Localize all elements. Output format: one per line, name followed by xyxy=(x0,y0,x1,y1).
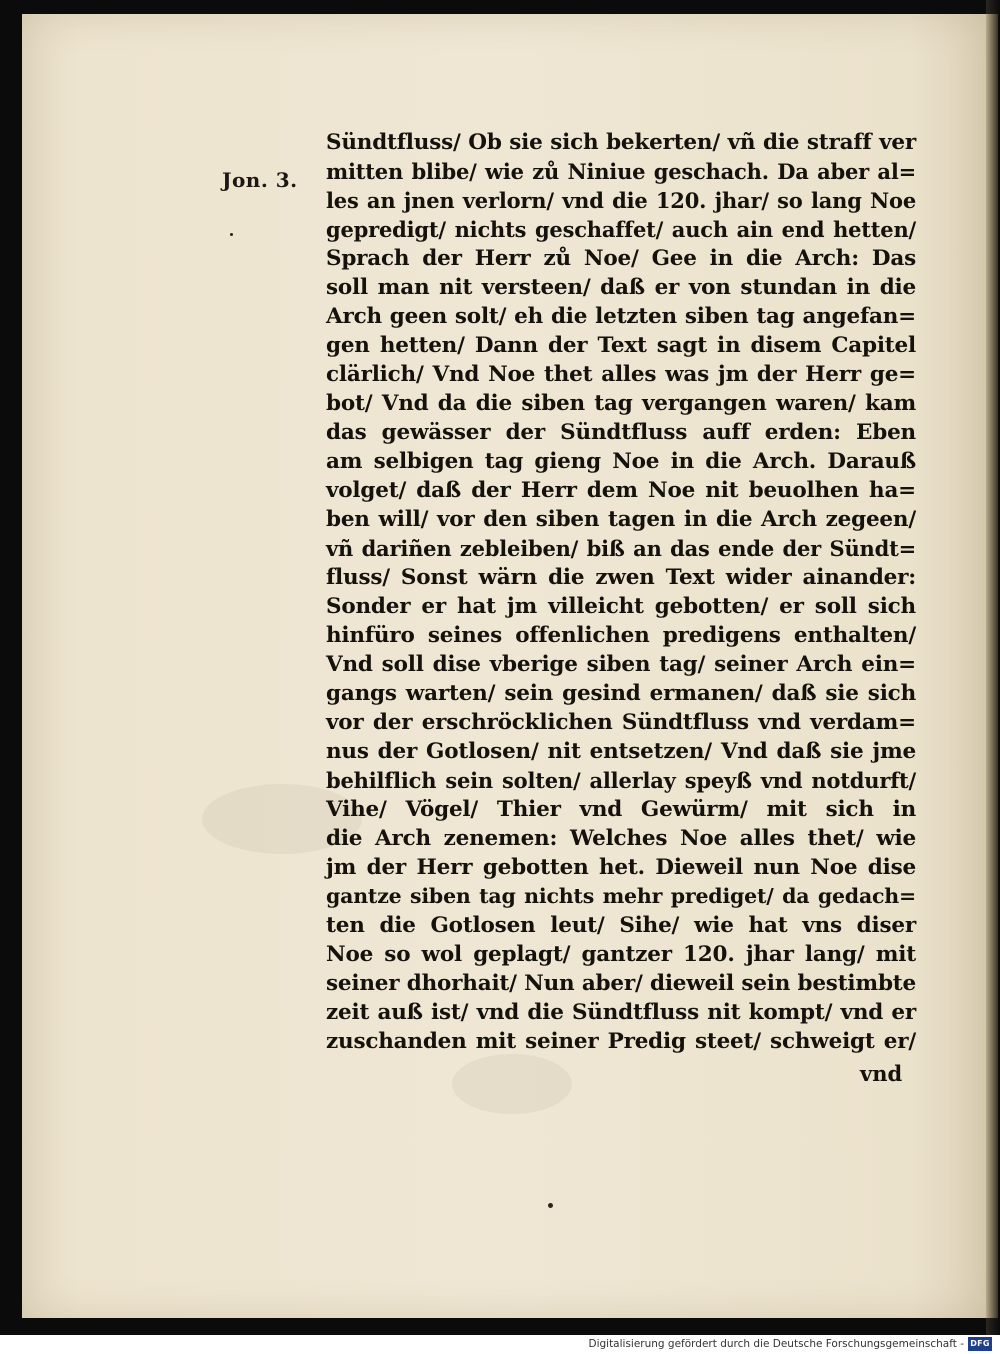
text-line: gantze siben tag nichts mehr prediget/ da gedach= xyxy=(326,884,916,908)
text-line: les an jnen verlorn/ vnd die 120. jhar/ so lang Noe xyxy=(326,188,916,213)
text-line: ten die Gotlosen leut/ Sihe/ wie hat vns diser xyxy=(326,913,916,938)
text-line: jm der Herr gebotten het. Dieweil nun Noe dise xyxy=(326,855,916,880)
text-line: Sündtfluss/ Ob sie sich bekerten/ vñ die straff ver xyxy=(326,130,916,155)
catchword: vnd xyxy=(860,1061,903,1086)
text-line: Vihe/ Vögel/ Thier vnd Gewürm/ mit sich in xyxy=(326,797,916,822)
text-line: gepredigt/ nichts geschaffet/ auch ain end hetten/ xyxy=(326,217,916,242)
text-line: seiner dhorhait/ Nun aber/ dieweil sein bestimbte xyxy=(326,971,916,996)
text-line: vor der erschröcklichen Sündtfluss vnd verdam= xyxy=(326,710,916,735)
text-line: Vnd soll dise vberige siben tag/ seiner Arch ein= xyxy=(326,652,916,677)
text-line: volget/ daß der Herr dem Noe nit beuolhen ha= xyxy=(326,478,916,503)
text-line: gangs warten/ sein gesind ermanen/ daß sie sich xyxy=(326,681,916,706)
text-line: nus der Gotlosen/ nit entsetzen/ Vnd daß sie jme xyxy=(326,739,916,764)
text-line: Sonder er hat jm villeicht gebotten/ er soll sich xyxy=(326,594,916,619)
footer-bar xyxy=(0,1335,1000,1354)
text-line: am selbigen tag gieng Noe in die Arch. Darauß xyxy=(326,449,916,474)
ink-speck xyxy=(230,233,233,236)
text-line: bot/ Vnd da die siben tag vergangen waren/ kam xyxy=(326,391,916,416)
funding-credit: Digitalisierung gefördert durch die Deutsche Forschungsgemeinschaft - xyxy=(588,1338,964,1350)
text-line: behilflich sein solten/ allerlay speyß vnd notdurft/ xyxy=(326,768,916,793)
text-line: mitten blibe/ wie zů Niniue geschach. Da aber al= xyxy=(326,159,916,184)
margin-note: Jon. 3. xyxy=(222,168,298,192)
ink-speck xyxy=(548,1203,553,1208)
text-line: hinfüro seines offenlichen predigens enthalten/ xyxy=(326,623,916,648)
text-line: vñ dariñen zebleiben/ biß an das ende der Sündt= xyxy=(326,536,916,561)
text-line: zeit auß ist/ vnd die Sündtfluss nit kompt/ vnd er xyxy=(326,1000,916,1025)
text-line: gen hetten/ Dann der Text sagt in disem Capitel xyxy=(326,333,916,358)
text-line: soll man nit versteen/ daß er von stundan in die xyxy=(326,275,916,300)
dfg-logo: DFG xyxy=(968,1337,992,1351)
text-line: Sprach der Herr zů Noe/ Gee in die Arch: Das xyxy=(326,246,916,271)
text-line: fluss/ Sonst wärn die zwen Text wider ainander: xyxy=(326,565,916,590)
show-through-stain xyxy=(452,1054,572,1114)
text-line: ben will/ vor den siben tagen in die Arch zegeen/ xyxy=(326,507,916,532)
text-line: clärlich/ Vnd Noe thet alles was jm der Herr ge= xyxy=(326,362,916,387)
text-line: das gewässer der Sündtfluss auff erden: Eben xyxy=(326,420,916,445)
body-text xyxy=(326,128,916,1056)
text-line: zuschanden mit seiner Predig steet/ schweigt er/ xyxy=(326,1029,916,1054)
text-line: die Arch zenemen: Welches Noe alles thet/ wie xyxy=(326,826,916,851)
text-line: Noe so wol geplagt/ gantzer 120. jhar lang/ mit xyxy=(326,942,916,967)
text-line: Arch geen solt/ eh die letzten siben tag angefan= xyxy=(326,304,916,329)
